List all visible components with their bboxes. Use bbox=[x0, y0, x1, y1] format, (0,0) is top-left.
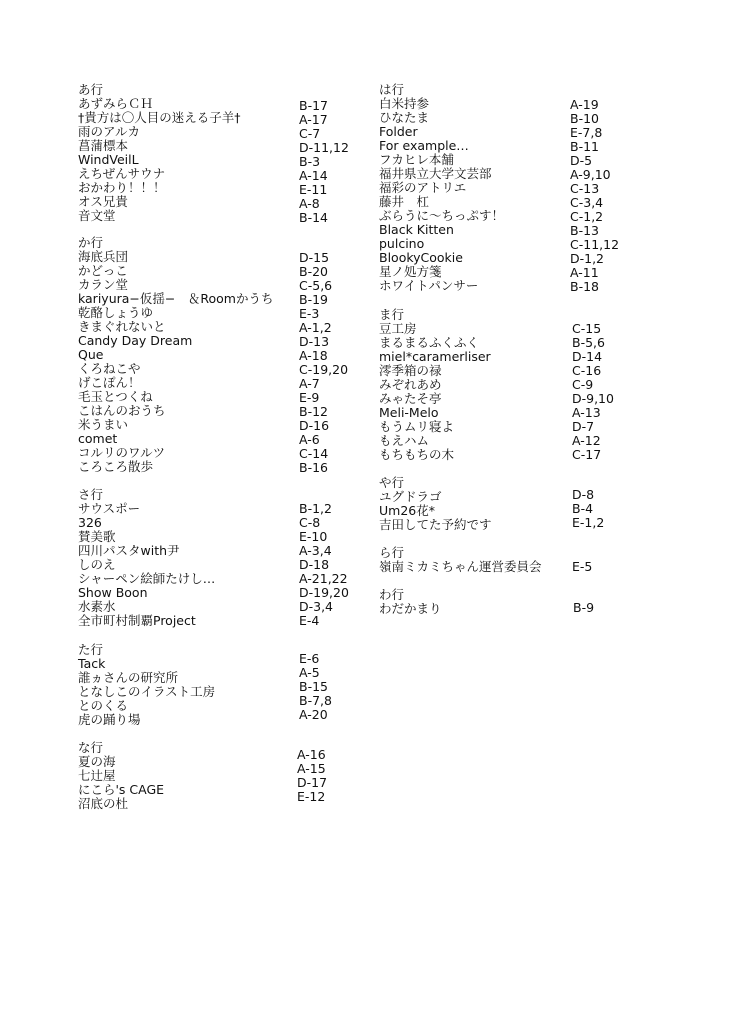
section-a-gyo bbox=[78, 83, 368, 228]
space-code: D-3,4 bbox=[299, 599, 334, 614]
circle-name: きまぐれないと bbox=[78, 319, 166, 334]
space-code: A-12 bbox=[572, 433, 601, 448]
space-code: A-19 bbox=[570, 97, 599, 112]
name-list bbox=[78, 657, 215, 727]
circle-name: Meli-Melo bbox=[379, 405, 439, 420]
space-code: A-7 bbox=[299, 376, 320, 391]
space-code: D-16 bbox=[299, 418, 330, 433]
space-code: B-9 bbox=[573, 600, 595, 615]
space-code: B-5,6 bbox=[572, 335, 605, 350]
circle-name: もちもちの木 bbox=[379, 447, 455, 462]
space-code: C-3,4 bbox=[570, 195, 604, 210]
section-ya-gyo bbox=[379, 476, 639, 536]
code-list bbox=[299, 99, 349, 225]
circle-name: 藤井 杠 bbox=[379, 194, 430, 209]
space-code: D-14 bbox=[572, 349, 603, 364]
space-code: A-13 bbox=[572, 405, 601, 420]
space-code: C-17 bbox=[572, 447, 602, 462]
circle-name: 夏の海 bbox=[78, 754, 116, 769]
space-code: C-11,12 bbox=[570, 237, 620, 252]
space-code: E-4 bbox=[299, 613, 320, 628]
section-title: あ行 bbox=[78, 82, 104, 97]
circle-name: kariyura−仮揺− ＆Roomかうち bbox=[78, 291, 274, 306]
name-list bbox=[379, 322, 491, 462]
section-title: わ行 bbox=[379, 587, 405, 602]
space-code: E-6 bbox=[299, 651, 320, 666]
circle-name: ホワイトパンサー bbox=[379, 278, 479, 293]
space-code: D-19,20 bbox=[299, 585, 349, 600]
space-code: A-17 bbox=[299, 112, 328, 127]
name-list bbox=[78, 250, 273, 474]
circle-name: おかわり！！！ bbox=[78, 180, 166, 195]
space-code: C-19,20 bbox=[299, 362, 349, 377]
space-code: D-7 bbox=[572, 419, 595, 434]
circle-name: オス兄貴 bbox=[78, 194, 128, 209]
space-code: D-11,12 bbox=[299, 140, 349, 155]
section-title: ら行 bbox=[379, 545, 405, 560]
circle-name: シャーペン絵師たけし… bbox=[78, 571, 216, 586]
code-list bbox=[297, 748, 327, 804]
space-code: B-20 bbox=[299, 264, 328, 279]
space-code: A-16 bbox=[297, 747, 326, 762]
space-code: E-7,8 bbox=[570, 125, 603, 140]
space-code: A-11 bbox=[570, 265, 599, 280]
circle-name: とのくる bbox=[78, 698, 129, 713]
circle-name: げこぽん！ bbox=[78, 375, 141, 390]
circle-name: †貴方は〇人目の迷える子羊† bbox=[78, 110, 241, 125]
circle-name: ころころ散歩 bbox=[78, 459, 154, 474]
circle-name: Black Kitten bbox=[379, 222, 454, 237]
code-list bbox=[572, 560, 592, 574]
circle-name: 虎の踊り場 bbox=[78, 712, 141, 727]
circle-name: 福井県立大学文芸部 bbox=[379, 166, 492, 181]
section-ma-gyo bbox=[379, 308, 639, 468]
code-list bbox=[572, 488, 604, 530]
circle-name: 豆工房 bbox=[379, 321, 417, 336]
circle-name: ぶらうに〜ちっぷす！ bbox=[379, 208, 505, 223]
section-ra-gyo bbox=[379, 546, 639, 576]
space-code: D-18 bbox=[299, 557, 330, 572]
circle-name: もうムリ寝よ bbox=[379, 419, 455, 434]
circle-name: もえハム bbox=[379, 433, 430, 448]
space-code: A-20 bbox=[299, 707, 328, 722]
circle-name: 嶺南ミカミちゃん運営委員会 bbox=[379, 559, 542, 574]
code-list bbox=[570, 98, 619, 294]
space-code: A-18 bbox=[299, 348, 328, 363]
circle-name: ひなたま bbox=[379, 110, 430, 125]
circle-name: 沼底の杜 bbox=[78, 796, 129, 811]
circle-name: かどっこ bbox=[78, 263, 128, 278]
section-na-gyo bbox=[78, 741, 368, 821]
circle-name: BlookyCookie bbox=[379, 250, 463, 265]
circle-name: miel*caramerliser bbox=[379, 349, 491, 364]
section-title: た行 bbox=[78, 642, 104, 657]
space-code: D-9,10 bbox=[572, 391, 614, 406]
circle-name: ユグドラゴ bbox=[379, 489, 442, 504]
space-code: B-15 bbox=[299, 679, 328, 694]
circle-name: えちぜんサウナ bbox=[78, 166, 166, 181]
circle-name: となしこのイラスト工房 bbox=[78, 684, 216, 699]
space-code: B-7,8 bbox=[299, 693, 332, 708]
space-code: B-1,2 bbox=[299, 501, 332, 516]
circle-name: WindVeilL bbox=[78, 152, 139, 167]
section-title: か行 bbox=[78, 235, 104, 250]
circle-name: 水素水 bbox=[78, 599, 116, 614]
space-code: C-7 bbox=[299, 126, 321, 141]
space-code: A-15 bbox=[297, 761, 326, 776]
space-code: D-17 bbox=[297, 775, 328, 790]
circle-name: 七辻屋 bbox=[78, 768, 116, 783]
circle-name: Folder bbox=[379, 124, 418, 139]
space-code: D-8 bbox=[572, 487, 595, 502]
section-ha-gyo bbox=[379, 83, 639, 298]
code-list bbox=[299, 251, 348, 475]
space-code: B-10 bbox=[570, 111, 599, 126]
space-code: A-3,4 bbox=[299, 543, 332, 558]
space-code: B-13 bbox=[570, 223, 599, 238]
code-list bbox=[572, 322, 614, 462]
circle-name: 白米持参 bbox=[379, 96, 430, 111]
space-code: D-5 bbox=[570, 153, 593, 168]
circle-name: 誰ヵさんの研究所 bbox=[78, 670, 179, 685]
circle-name: 乾酪しょうゆ bbox=[78, 305, 154, 320]
circle-name: こはんのおうち bbox=[78, 403, 166, 418]
space-code: A-5 bbox=[299, 665, 320, 680]
space-code: D-13 bbox=[299, 334, 330, 349]
section-ka-gyo bbox=[78, 236, 368, 476]
space-code: C-13 bbox=[570, 181, 600, 196]
circle-name: みぞれあめ bbox=[379, 377, 442, 392]
space-code: B-14 bbox=[299, 210, 328, 225]
section-title: さ行 bbox=[78, 487, 104, 502]
space-code: C-9 bbox=[572, 377, 594, 392]
circle-name: Tack bbox=[78, 656, 106, 671]
circle-name: 海底兵団 bbox=[78, 249, 129, 264]
circle-name: サウスポー bbox=[78, 501, 141, 516]
space-code: E-11 bbox=[299, 182, 328, 197]
circle-name: コルリのワルツ bbox=[78, 445, 166, 460]
circle-name: 賛美歌 bbox=[78, 529, 116, 544]
space-code: B-19 bbox=[299, 292, 328, 307]
circle-name: カラン堂 bbox=[78, 277, 129, 292]
space-code: A-9,10 bbox=[570, 167, 611, 182]
circle-name: pulcino bbox=[379, 236, 425, 251]
circle-name: まるまるふくふく bbox=[379, 335, 480, 350]
code-list bbox=[573, 601, 594, 615]
circle-name: 雨のアルカ bbox=[78, 124, 141, 139]
space-code: E-3 bbox=[299, 306, 320, 321]
circle-name: 米うまい bbox=[78, 417, 129, 432]
space-code: C-1,2 bbox=[570, 209, 604, 224]
name-list bbox=[379, 97, 504, 293]
circle-name: 星ノ処方箋 bbox=[379, 264, 442, 279]
space-code: E-12 bbox=[297, 789, 326, 804]
section-wa-gyo bbox=[379, 588, 639, 618]
name-list bbox=[78, 502, 215, 628]
circle-name: あずみらＣＨ bbox=[78, 96, 154, 111]
circle-name: わだかまり bbox=[379, 601, 442, 616]
circle-name: みゃたそ亭 bbox=[379, 391, 442, 406]
code-list bbox=[299, 502, 349, 628]
space-code: C-8 bbox=[299, 515, 321, 530]
section-title: な行 bbox=[78, 740, 104, 755]
space-code: C-14 bbox=[299, 446, 329, 461]
space-code: D-1,2 bbox=[570, 251, 605, 266]
section-title: ま行 bbox=[379, 307, 405, 322]
space-code: E-10 bbox=[299, 529, 328, 544]
circle-name: For example… bbox=[379, 138, 469, 153]
circle-name: Que bbox=[78, 347, 104, 362]
circle-name: 澪季箱の禄 bbox=[379, 363, 442, 378]
space-code: A-8 bbox=[299, 196, 320, 211]
circle-name: Show Boon bbox=[78, 585, 148, 600]
circle-name: フカヒレ本舗 bbox=[379, 152, 454, 167]
circle-name: しのえ bbox=[78, 557, 116, 572]
circle-name: 菖蒲標本 bbox=[78, 138, 129, 153]
circle-name: 福彩のアトリエ bbox=[379, 180, 467, 195]
space-code: B-16 bbox=[299, 460, 328, 475]
circle-name: Candy Day Dream bbox=[78, 333, 193, 348]
circle-name: 全市町村制覇Project bbox=[78, 613, 196, 628]
circle-name: 音文堂 bbox=[78, 208, 116, 223]
space-code: B-12 bbox=[299, 404, 328, 419]
space-code: A-21,22 bbox=[299, 571, 348, 586]
circle-name: Um26花* bbox=[379, 503, 435, 518]
name-list bbox=[78, 755, 164, 811]
space-code: C-16 bbox=[572, 363, 602, 378]
circle-name: 326 bbox=[78, 515, 102, 530]
space-code: A-14 bbox=[299, 168, 328, 183]
circle-name: 毛玉とつくね bbox=[78, 389, 153, 404]
space-code: C-15 bbox=[572, 321, 602, 336]
code-list bbox=[299, 652, 332, 722]
space-code: A-6 bbox=[299, 432, 320, 447]
section-title: や行 bbox=[379, 475, 405, 490]
section-title: は行 bbox=[379, 82, 405, 97]
circle-name: くろねこや bbox=[78, 361, 141, 376]
space-code: D-15 bbox=[299, 250, 330, 265]
space-code: B-4 bbox=[572, 501, 594, 516]
name-list bbox=[379, 602, 442, 616]
name-list bbox=[78, 97, 241, 223]
space-code: C-5,6 bbox=[299, 278, 333, 293]
name-list bbox=[379, 490, 492, 532]
circle-name: 吉田してた予約です bbox=[379, 517, 492, 532]
space-code: B-3 bbox=[299, 154, 321, 169]
space-code: E-1,2 bbox=[572, 515, 605, 530]
section-sa-gyo bbox=[78, 488, 368, 633]
space-code: E-9 bbox=[299, 390, 320, 405]
space-code: B-17 bbox=[299, 98, 328, 113]
space-code: B-18 bbox=[570, 279, 599, 294]
name-list bbox=[379, 560, 542, 574]
space-code: A-1,2 bbox=[299, 320, 332, 335]
circle-name: comet bbox=[78, 431, 118, 446]
circle-name: にこら's CAGE bbox=[78, 782, 165, 797]
space-code: B-11 bbox=[570, 139, 599, 154]
section-ta-gyo bbox=[78, 643, 368, 733]
space-code: E-5 bbox=[572, 559, 593, 574]
circle-name: 四川パスタwith尹 bbox=[78, 543, 180, 558]
